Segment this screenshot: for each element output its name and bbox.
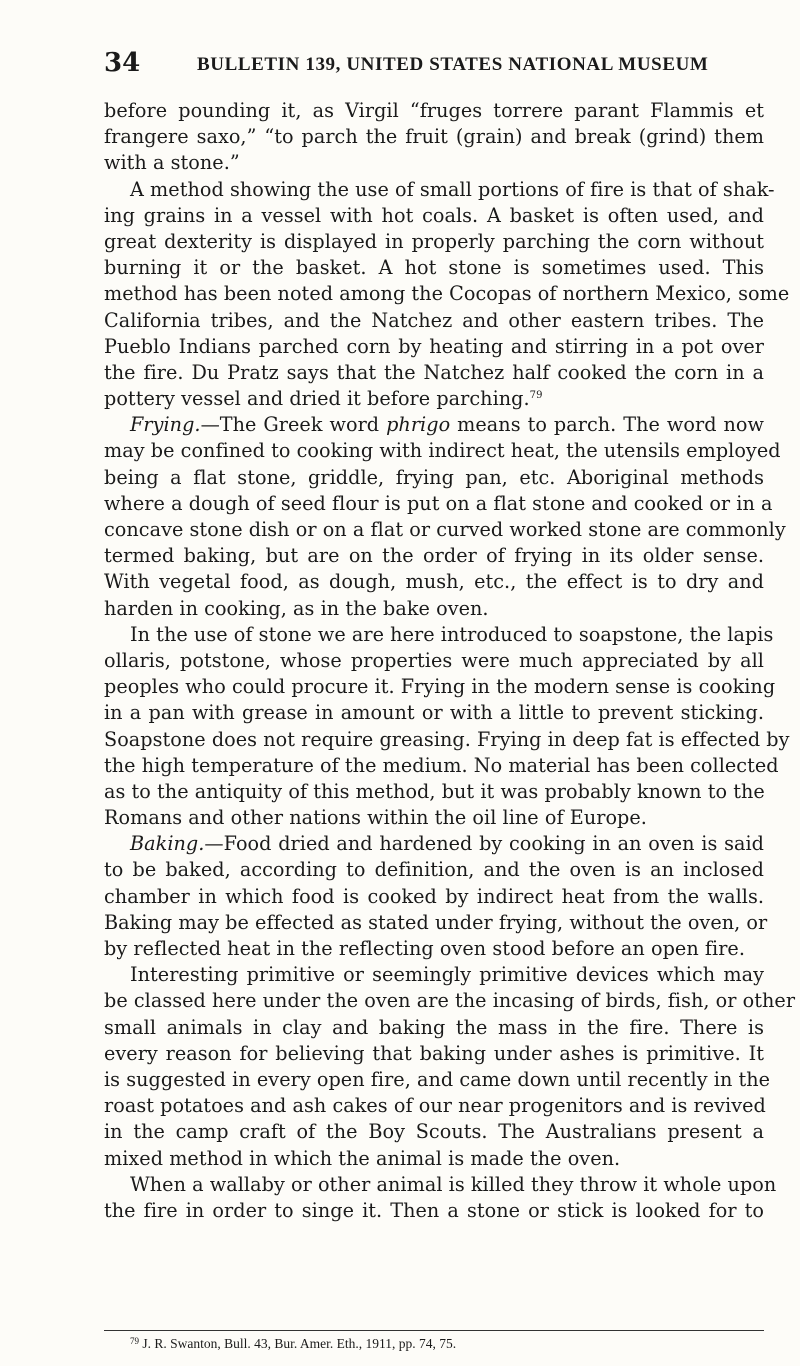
text-line: the fire. Du Pratz says that the Natchez half cooked the corn in a [104, 360, 764, 384]
text-line: harden in cooking, as in the bake oven. [104, 596, 489, 620]
text-line: Interesting primitive or seemingly primitive devices which may [130, 963, 764, 987]
text-line: with a stone.” [104, 151, 240, 175]
footnote-text: J. R. Swanton, Bull. 43, Bur. Amer. Eth., 1911, pp. 74, 75. [139, 1336, 457, 1351]
footnote-ref: 79 [529, 390, 543, 402]
line-text: means to parch. The word now [450, 413, 764, 437]
text-line: chamber in which food is cooked by indirect heat from the walls. [104, 884, 764, 908]
text-line: in a pan with grease in amount or with a little to prevent sticking. [104, 701, 764, 725]
text-line: great dexterity is displayed in properly parching the corn without [104, 229, 764, 253]
text-line: roast potatoes and ash cakes of our near progenitors and is revived [104, 1094, 766, 1118]
text-line [104, 386, 764, 412]
text-line: With vegetal food, as dough, mush, etc., the effect is to dry and [104, 570, 764, 594]
footnote [130, 1336, 456, 1352]
text-line: every reason for believing that baking under ashes is primitive. It [104, 1041, 764, 1065]
text-line: Baking may be effected as stated under frying, without the oven, or [104, 910, 768, 934]
text-line: the fire in order to singe it. Then a stone or stick is looked for to [104, 1198, 764, 1222]
text-line: concave stone dish or on a flat or curved worked stone are commonly [104, 518, 786, 541]
page-number: 34 [104, 48, 141, 78]
text-line: Romans and other nations within the oil line of Europe. [104, 806, 647, 830]
text-line: mixed method in which the animal is made the oven. [104, 1146, 621, 1170]
text-line: in the camp craft of the Boy Scouts. The Australians present a [104, 1120, 764, 1144]
text-line: California tribes, and the Natchez and other eastern tribes. The [104, 308, 764, 332]
page-header [0, 48, 800, 88]
running-head: BULLETIN 139, UNITED STATES NATIONAL MUSEUM [197, 54, 709, 75]
text-line: In the use of stone we are here introduced to soapstone, the lapis [130, 622, 774, 646]
text-line: frangere saxo,” “to parch the fruit (grain) and break (grind) them [104, 125, 764, 149]
line-text: —The Greek word [200, 413, 387, 437]
italic-term: phrigo [386, 413, 451, 437]
text-line: When a wallaby or other animal is killed they throw it whole upon [130, 1172, 777, 1196]
text-line: as to the antiquity of this method, but it was probably known to the [104, 779, 765, 803]
section-heading-frying: Frying. [130, 413, 201, 437]
text-line: termed baking, but are on the order of frying in its older sense. [104, 544, 764, 568]
line-text: pottery vessel and dried it before parching. [104, 387, 530, 411]
footnote-rule [104, 1330, 764, 1331]
text-line: ing grains in a vessel with hot coals. A basket is often used, and [104, 203, 764, 227]
text-line: to be baked, according to definition, and the oven is an inclosed [104, 858, 764, 882]
text-line: A method showing the use of small portions of fire is that of shak- [130, 177, 775, 201]
text-line: ollaris, potstone, whose properties were much appreciated by all [104, 648, 764, 672]
text-line: method has been noted among the Cocopas of northern Mexico, some [104, 282, 790, 306]
text-line [104, 412, 764, 438]
text-line: where a dough of seed flour is put on a flat stone and cooked or in a [104, 491, 773, 515]
text-line: by reflected heat in the reflecting oven stood before an open fire. [104, 937, 745, 960]
text-line: Soapstone does not require greasing. Frying in deep fat is effected by [104, 727, 790, 751]
text-line: be classed here under the oven are the incasing of birds, fish, or other [104, 989, 796, 1013]
text-line: the high temperature of the medium. No material has been collected [104, 753, 779, 777]
text-line [104, 831, 764, 857]
text-line: being a flat stone, griddle, frying pan, etc. Aboriginal methods [104, 465, 764, 489]
text-line: before pounding it, as Virgil “fruges torrere parant Flammis et [104, 99, 764, 122]
line-text: —Food dried and hardened by cooking in an oven is said [204, 832, 764, 856]
section-heading-baking: Baking. [130, 832, 205, 856]
text-line: small animals in clay and baking the mass in the fire. There is [104, 1015, 764, 1039]
text-line: is suggested in every open fire, and came down until recently in the [104, 1067, 771, 1091]
footnote-marker: 79 [130, 1336, 139, 1346]
body-text [104, 98, 796, 1224]
text-line: Pueblo Indians parched corn by heating and stirring in a pot over [104, 334, 764, 358]
text-line: burning it or the basket. A hot stone is sometimes used. This [104, 256, 764, 280]
text-line: peoples who could procure it. Frying in the modern sense is cooking [104, 675, 776, 699]
text-line: may be confined to cooking with indirect heat, the utensils employed [104, 439, 781, 463]
